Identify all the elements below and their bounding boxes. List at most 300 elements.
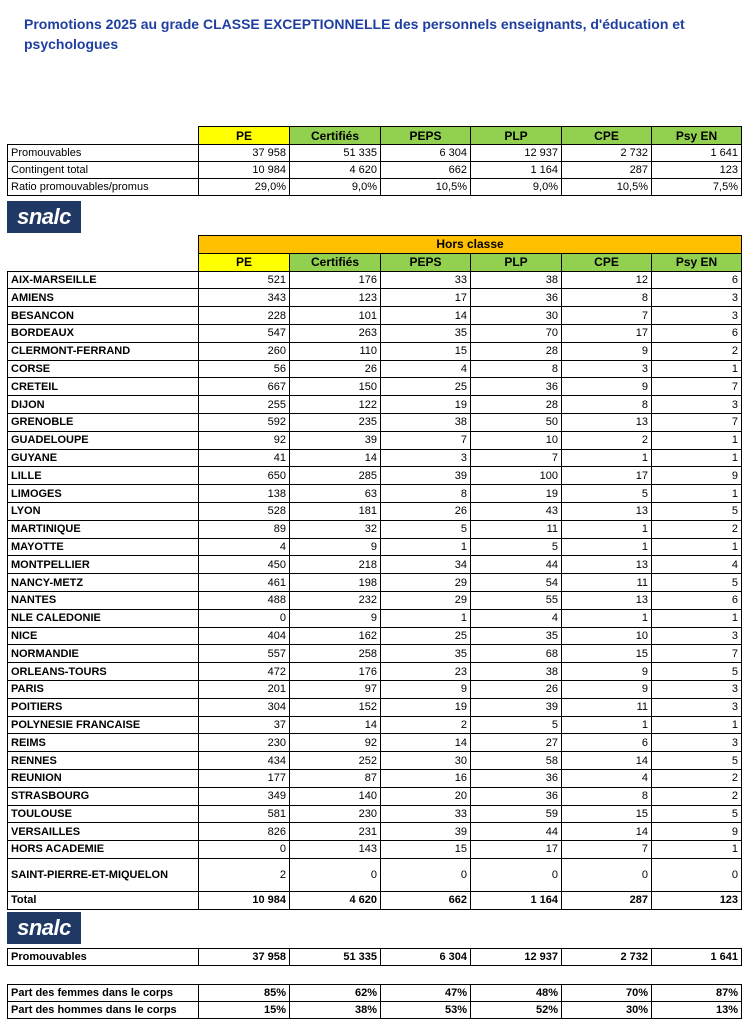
parts-table xyxy=(7,984,742,1019)
academy-cell: 9 xyxy=(562,342,652,360)
part-0-row xyxy=(8,985,742,1002)
academy-cell: 36 xyxy=(471,769,562,787)
academy-cell: 28 xyxy=(471,342,562,360)
academy-cell: 25 xyxy=(381,627,471,645)
academy-cell: 488 xyxy=(199,591,290,609)
academy-cell: 17 xyxy=(471,841,562,859)
academy-cell: 35 xyxy=(381,324,471,342)
academy-cell: 36 xyxy=(471,378,562,396)
promouvables-cell: 2 732 xyxy=(562,949,652,966)
academy-cell: 258 xyxy=(290,645,381,663)
col-header-peps: PEPS xyxy=(381,253,471,271)
col-header-cpe: CPE xyxy=(562,127,652,145)
academy-cell: 0 xyxy=(652,858,742,891)
academy-cell: 26 xyxy=(471,680,562,698)
academy-cell: 228 xyxy=(199,307,290,325)
snalc-logo: snalc xyxy=(7,201,81,233)
academy-cell: 1 xyxy=(381,538,471,556)
summary-1-cell: 10 984 xyxy=(199,162,290,179)
academy-label: SAINT-PIERRE-ET-MIQUELON xyxy=(8,858,199,891)
academy-cell: 260 xyxy=(199,342,290,360)
academy-cell: 176 xyxy=(290,663,381,681)
academy-cell: 100 xyxy=(471,467,562,485)
academy-cell: 19 xyxy=(381,698,471,716)
academy-cell: 6 xyxy=(652,324,742,342)
academy-cell: 547 xyxy=(199,324,290,342)
academy-label: CLERMONT-FERRAND xyxy=(8,342,199,360)
part-1-label: Part des hommes dans le corps xyxy=(8,1002,199,1019)
academy-label: PARIS xyxy=(8,680,199,698)
academy-cell: 33 xyxy=(381,271,471,289)
part-0-label: Part des femmes dans le corps xyxy=(8,985,199,1002)
summary-0-label: Promouvables xyxy=(8,145,199,162)
summary-0-cell: 1 641 xyxy=(652,145,742,162)
academy-cell: 176 xyxy=(290,271,381,289)
academy-row xyxy=(8,734,742,752)
academy-cell: 15 xyxy=(562,805,652,823)
academy-cell: 5 xyxy=(652,752,742,770)
academy-cell: 349 xyxy=(199,787,290,805)
academy-cell: 9 xyxy=(652,823,742,841)
academy-cell: 13 xyxy=(562,413,652,431)
academy-cell: 138 xyxy=(199,485,290,503)
academy-row xyxy=(8,307,742,325)
academy-cell: 1 xyxy=(562,538,652,556)
academy-row xyxy=(8,680,742,698)
academy-cell: 11 xyxy=(562,698,652,716)
academy-cell: 404 xyxy=(199,627,290,645)
promouvables-label: Promouvables xyxy=(8,949,199,966)
academy-cell: 5 xyxy=(471,538,562,556)
academy-row xyxy=(8,716,742,734)
academy-label: DIJON xyxy=(8,396,199,414)
academy-row xyxy=(8,360,742,378)
academy-row xyxy=(8,627,742,645)
academy-cell: 87 xyxy=(290,769,381,787)
academy-cell: 581 xyxy=(199,805,290,823)
academy-label: GUADELOUPE xyxy=(8,431,199,449)
academy-cell: 8 xyxy=(562,787,652,805)
summary-0-cell: 12 937 xyxy=(471,145,562,162)
academy-cell: 32 xyxy=(290,520,381,538)
academy-cell: 15 xyxy=(381,342,471,360)
academy-cell: 8 xyxy=(562,289,652,307)
academy-cell: 39 xyxy=(381,823,471,841)
academy-cell: 38 xyxy=(381,413,471,431)
academy-cell: 29 xyxy=(381,591,471,609)
academy-cell: 38 xyxy=(471,663,562,681)
academy-cell: 4 xyxy=(562,769,652,787)
academy-label: LYON xyxy=(8,502,199,520)
academy-label: CORSE xyxy=(8,360,199,378)
summary-1-cell: 287 xyxy=(562,162,652,179)
academy-label: GRENOBLE xyxy=(8,413,199,431)
academy-cell: 255 xyxy=(199,396,290,414)
academy-cell: 150 xyxy=(290,378,381,396)
academy-cell: 50 xyxy=(471,413,562,431)
academy-cell: 44 xyxy=(471,823,562,841)
academy-cell: 7 xyxy=(562,841,652,859)
academy-cell: 92 xyxy=(199,431,290,449)
academy-cell: 434 xyxy=(199,752,290,770)
academy-cell: 9 xyxy=(562,680,652,698)
summary-2-cell: 10,5% xyxy=(381,179,471,196)
academy-cell: 15 xyxy=(381,841,471,859)
academy-cell: 3 xyxy=(652,307,742,325)
academy-cell: 2 xyxy=(199,858,290,891)
summary-2-cell: 9,0% xyxy=(471,179,562,196)
academy-cell: 5 xyxy=(381,520,471,538)
academy-cell: 0 xyxy=(381,858,471,891)
summary-header-row xyxy=(8,127,742,145)
academy-cell: 230 xyxy=(290,805,381,823)
academy-cell: 1 xyxy=(652,538,742,556)
academies-table xyxy=(7,235,742,910)
academy-cell: 14 xyxy=(381,307,471,325)
academy-cell: 19 xyxy=(471,485,562,503)
academy-cell: 55 xyxy=(471,591,562,609)
academy-row xyxy=(8,609,742,627)
academy-cell: 54 xyxy=(471,574,562,592)
part-1-cell: 30% xyxy=(562,1002,652,1019)
academy-label: BORDEAUX xyxy=(8,324,199,342)
academy-cell: 3 xyxy=(652,289,742,307)
academy-cell: 6 xyxy=(652,271,742,289)
academy-row xyxy=(8,378,742,396)
academy-label: NLE CALEDONIE xyxy=(8,609,199,627)
academy-label: POLYNESIE FRANCAISE xyxy=(8,716,199,734)
academy-cell: 29 xyxy=(381,574,471,592)
academy-cell: 43 xyxy=(471,502,562,520)
summary-1-cell: 1 164 xyxy=(471,162,562,179)
academy-cell: 30 xyxy=(471,307,562,325)
academy-label: ORLEANS-TOURS xyxy=(8,663,199,681)
academy-cell: 3 xyxy=(652,396,742,414)
academy-cell: 35 xyxy=(381,645,471,663)
title-grade: CLASSE EXCEPTIONNELLE xyxy=(202,16,391,32)
part-0-cell: 70% xyxy=(562,985,652,1002)
col-header-plp: PLP xyxy=(471,253,562,271)
academy-label: CRETEIL xyxy=(8,378,199,396)
academy-cell: 70 xyxy=(471,324,562,342)
academy-cell: 1 xyxy=(562,609,652,627)
total-label: Total xyxy=(8,891,199,909)
academy-cell: 231 xyxy=(290,823,381,841)
academy-row xyxy=(8,431,742,449)
academy-cell: 650 xyxy=(199,467,290,485)
academy-cell: 11 xyxy=(562,574,652,592)
academy-cell: 11 xyxy=(471,520,562,538)
academy-label: GUYANE xyxy=(8,449,199,467)
academy-row xyxy=(8,645,742,663)
part-0-cell: 62% xyxy=(290,985,381,1002)
academy-cell: 3 xyxy=(381,449,471,467)
academy-cell: 26 xyxy=(381,502,471,520)
total-cell: 662 xyxy=(381,891,471,909)
summary-2-cell: 9,0% xyxy=(290,179,381,196)
academy-cell: 14 xyxy=(381,734,471,752)
academy-cell: 521 xyxy=(199,271,290,289)
academy-cell: 35 xyxy=(471,627,562,645)
academy-cell: 3 xyxy=(562,360,652,378)
academy-label: LIMOGES xyxy=(8,485,199,503)
academy-cell: 7 xyxy=(562,307,652,325)
promouvables-cell: 51 335 xyxy=(290,949,381,966)
summary-2-row xyxy=(8,179,742,196)
academy-cell: 201 xyxy=(199,680,290,698)
academy-cell: 39 xyxy=(471,698,562,716)
summary-1-row xyxy=(8,162,742,179)
academy-cell: 17 xyxy=(381,289,471,307)
academy-row xyxy=(8,556,742,574)
part-0-cell: 87% xyxy=(652,985,742,1002)
summary-1-label: Contingent total xyxy=(8,162,199,179)
academy-cell: 15 xyxy=(562,645,652,663)
col-header-cpe: CPE xyxy=(562,253,652,271)
part-1-row xyxy=(8,1002,742,1019)
total-row xyxy=(8,891,742,909)
academy-cell: 27 xyxy=(471,734,562,752)
academy-cell: 235 xyxy=(290,413,381,431)
academy-cell: 7 xyxy=(652,645,742,663)
academy-cell: 14 xyxy=(562,752,652,770)
academy-cell: 667 xyxy=(199,378,290,396)
academy-cell: 5 xyxy=(562,485,652,503)
academy-cell: 28 xyxy=(471,396,562,414)
academy-cell: 1 xyxy=(652,485,742,503)
academy-label: VERSAILLES xyxy=(8,823,199,841)
col-header-certifies: Certifiés xyxy=(290,253,381,271)
academy-cell: 13 xyxy=(562,591,652,609)
academy-row xyxy=(8,396,742,414)
academy-row xyxy=(8,449,742,467)
academy-row xyxy=(8,698,742,716)
hors-classe-header: Hors classe xyxy=(199,236,742,254)
academy-cell: 97 xyxy=(290,680,381,698)
academy-cell: 5 xyxy=(652,805,742,823)
summary-1-cell: 4 620 xyxy=(290,162,381,179)
total-cell: 287 xyxy=(562,891,652,909)
academy-cell: 13 xyxy=(562,556,652,574)
summary-0-cell: 37 958 xyxy=(199,145,290,162)
academy-label: AMIENS xyxy=(8,289,199,307)
academy-cell: 36 xyxy=(471,289,562,307)
title-suffix: des personnels enseignants, d'éducation et psychologues xyxy=(24,16,685,52)
summary-0-row xyxy=(8,145,742,162)
academy-cell: 4 xyxy=(199,538,290,556)
academy-cell: 0 xyxy=(471,858,562,891)
academy-label: NORMANDIE xyxy=(8,645,199,663)
academy-cell: 6 xyxy=(652,591,742,609)
academy-cell: 36 xyxy=(471,787,562,805)
academy-cell: 557 xyxy=(199,645,290,663)
academy-cell: 592 xyxy=(199,413,290,431)
academy-cell: 2 xyxy=(652,769,742,787)
academy-cell: 3 xyxy=(652,680,742,698)
academy-cell: 14 xyxy=(290,449,381,467)
academy-cell: 59 xyxy=(471,805,562,823)
academy-row xyxy=(8,574,742,592)
academy-cell: 39 xyxy=(290,431,381,449)
academy-cell: 343 xyxy=(199,289,290,307)
part-1-cell: 52% xyxy=(471,1002,562,1019)
snalc-logo-2: snalc xyxy=(7,912,81,944)
academy-cell: 92 xyxy=(290,734,381,752)
academy-label: NANTES xyxy=(8,591,199,609)
academy-cell: 4 xyxy=(471,609,562,627)
academy-row xyxy=(8,841,742,859)
summary-2-cell: 29,0% xyxy=(199,179,290,196)
academy-cell: 7 xyxy=(381,431,471,449)
academy-row xyxy=(8,823,742,841)
total-cell: 123 xyxy=(652,891,742,909)
summary-2-cell: 7,5% xyxy=(652,179,742,196)
academy-cell: 181 xyxy=(290,502,381,520)
academy-cell: 20 xyxy=(381,787,471,805)
academy-cell: 9 xyxy=(562,663,652,681)
academy-row xyxy=(8,413,742,431)
academy-cell: 0 xyxy=(199,609,290,627)
academy-label: BESANCON xyxy=(8,307,199,325)
col-header-plp: PLP xyxy=(471,127,562,145)
academy-cell: 3 xyxy=(652,627,742,645)
academy-label: REUNION xyxy=(8,769,199,787)
academy-cell: 198 xyxy=(290,574,381,592)
academy-row xyxy=(8,769,742,787)
academy-label: MAYOTTE xyxy=(8,538,199,556)
academy-cell: 34 xyxy=(381,556,471,574)
academy-cell: 33 xyxy=(381,805,471,823)
col-header-certifies: Certifiés xyxy=(290,127,381,145)
academy-cell: 14 xyxy=(562,823,652,841)
academy-cell: 23 xyxy=(381,663,471,681)
academy-cell: 230 xyxy=(199,734,290,752)
academy-cell: 1 xyxy=(652,431,742,449)
academy-cell: 3 xyxy=(652,698,742,716)
total-cell: 10 984 xyxy=(199,891,290,909)
academy-cell: 123 xyxy=(290,289,381,307)
academy-cell: 5 xyxy=(471,716,562,734)
academy-cell: 218 xyxy=(290,556,381,574)
academy-cell: 140 xyxy=(290,787,381,805)
academy-row xyxy=(8,271,742,289)
academy-label: REIMS xyxy=(8,734,199,752)
part-1-cell: 38% xyxy=(290,1002,381,1019)
academy-cell: 39 xyxy=(381,467,471,485)
academy-row xyxy=(8,752,742,770)
academy-cell: 826 xyxy=(199,823,290,841)
academy-cell: 6 xyxy=(562,734,652,752)
academy-cell: 2 xyxy=(652,342,742,360)
academy-label: NICE xyxy=(8,627,199,645)
summary-1-cell: 123 xyxy=(652,162,742,179)
academy-cell: 10 xyxy=(471,431,562,449)
academy-cell: 19 xyxy=(381,396,471,414)
promouvables-table xyxy=(7,948,742,966)
academy-cell: 450 xyxy=(199,556,290,574)
part-0-cell: 47% xyxy=(381,985,471,1002)
summary-2-label: Ratio promouvables/promus xyxy=(8,179,199,196)
academy-label: AIX-MARSEILLE xyxy=(8,271,199,289)
academy-cell: 37 xyxy=(199,716,290,734)
academy-cell: 285 xyxy=(290,467,381,485)
academy-row xyxy=(8,502,742,520)
academy-label: STRASBOURG xyxy=(8,787,199,805)
academy-cell: 4 xyxy=(381,360,471,378)
academy-cell: 143 xyxy=(290,841,381,859)
academy-cell: 1 xyxy=(652,449,742,467)
academy-cell: 68 xyxy=(471,645,562,663)
promouvables-cell: 12 937 xyxy=(471,949,562,966)
academy-label: RENNES xyxy=(8,752,199,770)
academy-cell: 38 xyxy=(471,271,562,289)
academy-cell: 528 xyxy=(199,502,290,520)
part-0-cell: 85% xyxy=(199,985,290,1002)
title-prefix: Promotions 2025 au grade xyxy=(24,16,203,32)
academy-cell: 461 xyxy=(199,574,290,592)
academy-cell: 304 xyxy=(199,698,290,716)
academy-row xyxy=(8,520,742,538)
academy-cell: 1 xyxy=(562,520,652,538)
promouvables-cell: 1 641 xyxy=(652,949,742,966)
academy-cell: 56 xyxy=(199,360,290,378)
academy-cell: 17 xyxy=(562,324,652,342)
academy-cell: 1 xyxy=(381,609,471,627)
academy-cell: 472 xyxy=(199,663,290,681)
academy-cell: 9 xyxy=(290,609,381,627)
academy-cell: 8 xyxy=(381,485,471,503)
page-title xyxy=(24,14,736,54)
academy-cell: 1 xyxy=(652,841,742,859)
academy-cell: 1 xyxy=(652,609,742,627)
main-header-row xyxy=(8,253,742,271)
academy-cell: 30 xyxy=(381,752,471,770)
promouvables-row xyxy=(8,949,742,966)
academy-cell: 232 xyxy=(290,591,381,609)
academy-cell: 14 xyxy=(290,716,381,734)
academy-cell: 252 xyxy=(290,752,381,770)
academy-cell: 7 xyxy=(471,449,562,467)
col-header-psy-en: Psy EN xyxy=(652,253,742,271)
academy-cell: 3 xyxy=(652,734,742,752)
academy-cell: 1 xyxy=(652,716,742,734)
academy-cell: 89 xyxy=(199,520,290,538)
academy-cell: 16 xyxy=(381,769,471,787)
academy-row xyxy=(8,663,742,681)
col-header-pe: PE xyxy=(199,127,290,145)
academy-cell: 5 xyxy=(652,663,742,681)
academy-cell: 110 xyxy=(290,342,381,360)
academy-cell: 13 xyxy=(562,502,652,520)
academy-cell: 7 xyxy=(652,413,742,431)
col-header-pe: PE xyxy=(199,253,290,271)
academy-cell: 5 xyxy=(652,574,742,592)
academy-label: POITIERS xyxy=(8,698,199,716)
academy-label: NANCY-METZ xyxy=(8,574,199,592)
hors-classe-row xyxy=(8,236,742,254)
academy-row xyxy=(8,787,742,805)
academy-cell: 177 xyxy=(199,769,290,787)
academy-cell: 8 xyxy=(471,360,562,378)
academy-label: HORS ACADEMIE xyxy=(8,841,199,859)
academy-cell: 41 xyxy=(199,449,290,467)
col-header-psy-en: Psy EN xyxy=(652,127,742,145)
academy-row xyxy=(8,538,742,556)
academy-row xyxy=(8,467,742,485)
part-1-cell: 13% xyxy=(652,1002,742,1019)
academy-cell: 25 xyxy=(381,378,471,396)
academy-cell: 26 xyxy=(290,360,381,378)
